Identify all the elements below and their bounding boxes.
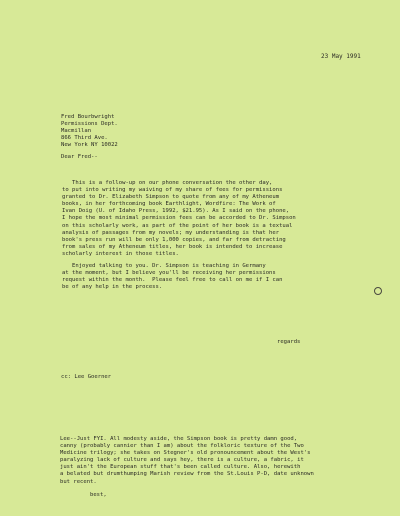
paragraph-line: request within the month. Please feel free to call on me if I can xyxy=(62,277,283,284)
paragraph-line: analysis of passages from my novels; my understanding is that her xyxy=(62,229,280,236)
paragraph-line: books, in her forthcoming book Earthlight, Wordfire: The Work of xyxy=(62,201,276,208)
address-line: Macmillan xyxy=(61,128,92,135)
postscript-closing: best, xyxy=(90,492,107,498)
paragraph-line: granted to Dr. Elizabeth Simpson to quote from any of my Atheneum xyxy=(62,194,280,201)
carbon-copy-line: cc: Lee Goerner xyxy=(61,374,112,380)
paragraph-line: on this scholarly work, as part of the point of her book is a textual xyxy=(62,222,293,229)
paragraph-2 xyxy=(62,263,282,291)
postscript-line: just ain't the European stuff that's been called culture. Also, herewith xyxy=(60,464,301,471)
paragraph-line: Ivan Doig (U. of Idaho Press, 1992, $21.95). As I said on the phone, xyxy=(62,208,290,215)
address-line: 866 Third Ave. xyxy=(61,135,108,142)
address-line: Permissions Dept. xyxy=(61,121,118,128)
paragraph-line: Enjoyed talking to you. Dr. Simpson is teaching in Germany xyxy=(62,263,266,269)
address-line: Fred Bourbwright xyxy=(61,114,115,120)
paragraph-line: scholarly interest in those titles. xyxy=(62,250,179,257)
postscript-line: Lee--Just FYI. All modesty aside, the Simpson book is pretty damn good, xyxy=(60,436,298,442)
paragraph-1 xyxy=(62,180,296,258)
paragraph-line: book's press run will be only 1,000 copies, and far from detracting xyxy=(62,236,286,243)
postscript-line: but recent. xyxy=(60,478,97,485)
paragraph-line: from sales of my Atheneum titles, her book is intended to increase xyxy=(62,243,283,250)
paragraph-line: This is a follow-up on our phone conversation the other day, xyxy=(62,180,273,186)
postscript xyxy=(60,436,314,486)
postscript-line: canny (probably cannier than I am) about the folkloric texture of the Two xyxy=(60,443,304,450)
closing: regards xyxy=(277,339,301,345)
recipient-address xyxy=(61,114,118,149)
postscript-line: paralyzing lack of culture and says hey, there is a culture, a fabric, it xyxy=(60,457,304,464)
address-line: New York NY 10022 xyxy=(61,142,118,149)
paragraph-line: to put into writing my waiving of my share of fees for permissions xyxy=(62,187,283,194)
postscript-line: Medicine trilogy; she takes on Stegner's old pronouncement about the West's xyxy=(60,450,311,457)
letter-date: 23 May 1991 xyxy=(321,53,361,60)
postscript-line: a belated but drumthumping Marish review from the St.Louis P-D, date unknown xyxy=(60,471,314,478)
paragraph-line: be of any help in the process. xyxy=(62,284,163,291)
handwritten-circle-mark xyxy=(374,287,382,295)
salutation: Dear Fred-- xyxy=(61,154,98,160)
paragraph-line: at the moment, but I believe you'll be receiving her permissions xyxy=(62,270,276,277)
paragraph-line: I hope the most minimal permission fees can be accorded to Dr. Simpson xyxy=(62,215,296,222)
